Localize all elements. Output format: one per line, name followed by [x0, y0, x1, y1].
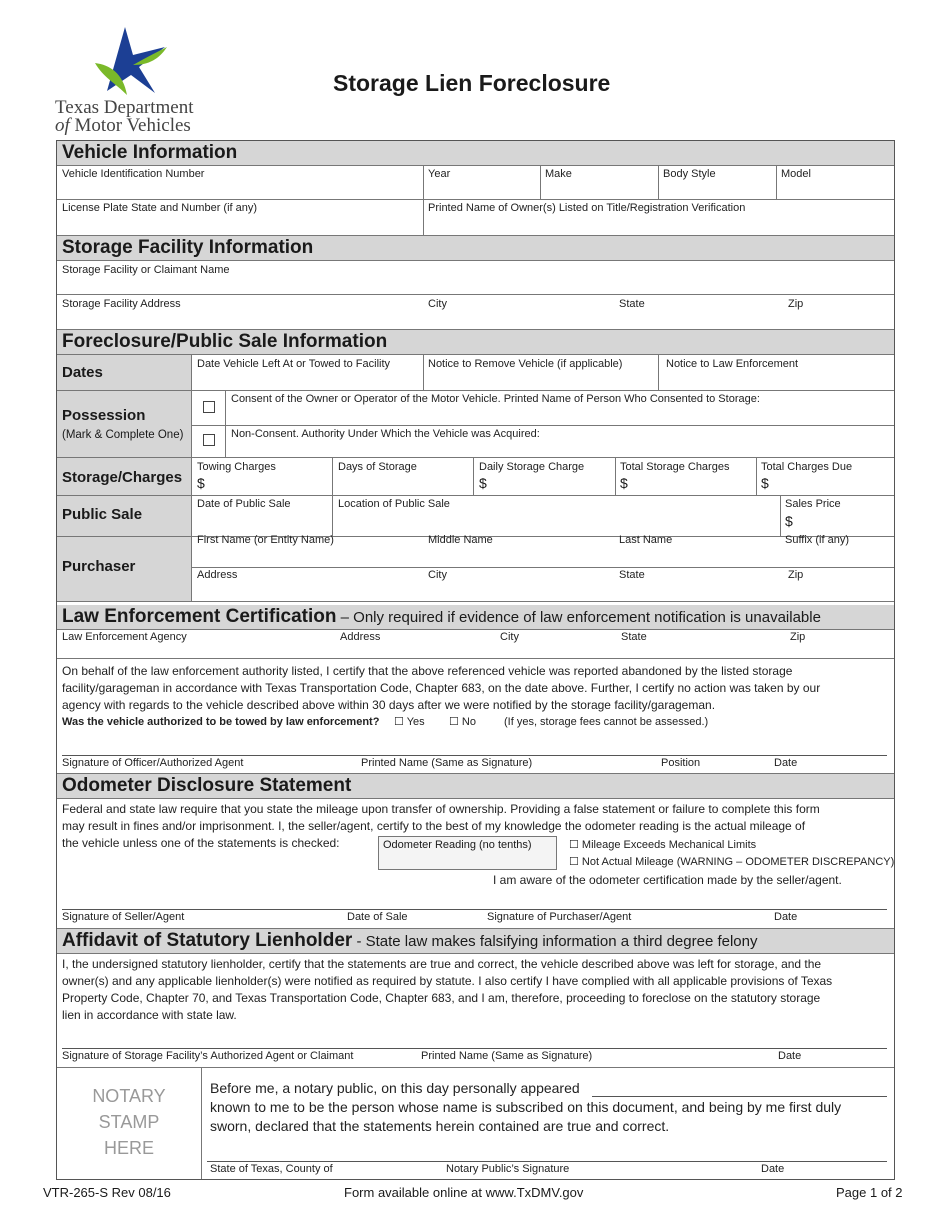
- label-affidavit-date[interactable]: Date: [778, 1050, 802, 1062]
- label-law-address[interactable]: Address: [340, 631, 381, 643]
- label-body-style[interactable]: Body Style: [663, 168, 716, 180]
- nonconsent-checkbox[interactable]: [203, 434, 215, 446]
- row-dates: Dates: [62, 364, 103, 381]
- label-total-due[interactable]: Total Charges Due: [761, 461, 853, 473]
- label-law-state[interactable]: State: [621, 631, 647, 643]
- label-notary-signature[interactable]: Notary Public’s Signature: [446, 1163, 570, 1175]
- law-question: Was the vehicle authorized to be towed by law enforcement?: [62, 716, 380, 728]
- label-owner[interactable]: Printed Name of Owner(s) Listed on Title/Registration Verification: [428, 202, 746, 214]
- row-storage-charges: Storage/Charges: [62, 469, 183, 486]
- label-nonconsent: Non-Consent. Authority Under Which the Vehicle was Acquired:: [231, 428, 540, 440]
- label-consent: Consent of the Owner or Operator of the Motor Vehicle. Printed Name of Person Who Consented to Storage:: [231, 393, 760, 405]
- label-law-printed[interactable]: Printed Name (Same as Signature): [361, 757, 533, 769]
- label-notary-county[interactable]: State of Texas, County of: [210, 1163, 333, 1175]
- label-facility-city[interactable]: City: [428, 298, 447, 310]
- odometer-exceeds-checkbox[interactable]: ☐ Mileage Exceeds Mechanical Limits: [569, 839, 757, 851]
- label-vin[interactable]: Vehicle Identification Number: [62, 168, 205, 180]
- law-note: (If yes, storage fees cannot be assessed.): [504, 716, 709, 728]
- footer-online: Form available online at www.TxDMV.gov: [344, 1185, 584, 1200]
- section-odometer: Odometer Disclosure Statement: [57, 774, 894, 798]
- page-title: Storage Lien Foreclosure: [333, 70, 611, 96]
- odometer-not-actual-checkbox[interactable]: ☐ Not Actual Mileage (WARNING – ODOMETER DISCREPANCY): [569, 856, 895, 868]
- label-facility-state[interactable]: State: [619, 298, 645, 310]
- label-purchaser-address[interactable]: Address: [197, 569, 238, 581]
- label-purchaser-state[interactable]: State: [619, 569, 645, 581]
- label-towing[interactable]: Towing Charges: [197, 461, 276, 473]
- label-date-sale[interactable]: Date of Public Sale: [197, 498, 291, 510]
- law-certification-text: On behalf of the law enforcement authority listed, I certify that the above referenced vehicle was reported abandoned by the listed storage facility/garageman in accordance with Texas Transportation Code, Chapter 683, on the date above. Further, I certify no action was taken by our agency with regards to the vehicle described above within 30 days after we were notified by the storage facility/garageman.: [62, 664, 821, 712]
- section-law-enforcement: Law Enforcement Certification – Only required if evidence of law enforcement notification is unavailable: [57, 605, 894, 629]
- footer-form-id: VTR-265-S Rev 08/16: [43, 1185, 171, 1200]
- law-yes-checkbox[interactable]: ☐ Yes: [394, 716, 425, 728]
- label-odometer-date[interactable]: Date: [774, 911, 798, 923]
- odometer-text: Federal and state law require that you state the mileage upon transfer of ownership. Providing a false statement or failure to complete this form may result in fines and/or imprisonment. I, the seller/agent, certify to the best of my knowledge the odometer reading is the actual mileage of the vehicle unless one of the statements is checked:: [62, 802, 820, 850]
- label-affidavit-printed[interactable]: Printed Name (Same as Signature): [421, 1050, 593, 1062]
- label-notice-remove[interactable]: Notice to Remove Vehicle (if applicable): [428, 358, 623, 370]
- label-sales-price[interactable]: Sales Price: [785, 498, 841, 510]
- label-law-position[interactable]: Position: [661, 757, 701, 769]
- footer-page: Page 1 of 2: [836, 1185, 903, 1200]
- label-plate[interactable]: License Plate State and Number (if any): [62, 202, 258, 214]
- label-notary-date[interactable]: Date: [761, 1163, 785, 1175]
- affidavit-text: I, the undersigned statutory lienholder, certify that the statements are true and correct, the vehicle described above was left for storage, and the owner(s) and any applicable lienholder(s) were notified as required by statute. I also certify I have complied with all applicable provisions of Texas Property Code, Chapter 70, and Texas Transportation Code, Chapter 683, and I am, therefore, proceeding to foreclose on the statutory storage lien in accordance with state law.: [62, 957, 833, 1022]
- label-law-city[interactable]: City: [500, 631, 519, 643]
- row-purchaser: Purchaser: [62, 558, 136, 575]
- logo-line-2: of Motor Vehicles: [55, 115, 191, 136]
- logo-line-1: Texas Department: [55, 97, 194, 118]
- label-suffix[interactable]: Suffix (if any): [785, 534, 849, 546]
- label-make[interactable]: Make: [545, 168, 572, 180]
- label-purchaser-signature[interactable]: Signature of Purchaser/Agent: [487, 911, 632, 923]
- row-possession-sub: (Mark & Complete One): [62, 429, 184, 441]
- label-first-name[interactable]: First Name (or Entity Name): [197, 534, 334, 546]
- label-daily[interactable]: Daily Storage Charge: [479, 461, 585, 473]
- section-vehicle-info: Vehicle Information: [57, 141, 894, 165]
- law-no-checkbox[interactable]: ☐ No: [449, 716, 476, 728]
- dollar-daily: $: [479, 475, 487, 491]
- label-purchaser-zip[interactable]: Zip: [788, 569, 804, 581]
- row-public-sale: Public Sale: [62, 506, 143, 523]
- label-notice-law[interactable]: Notice to Law Enforcement: [666, 358, 799, 370]
- section-storage-facility: Storage Facility Information: [57, 236, 894, 260]
- dollar-total-due: $: [761, 475, 769, 491]
- label-last-name[interactable]: Last Name: [619, 534, 673, 546]
- label-location-sale[interactable]: Location of Public Sale: [338, 498, 450, 510]
- notary-stamp-area: NOTARY STAMP HERE: [92, 1086, 166, 1158]
- star-logo-icon: [55, 25, 215, 97]
- odometer-reading-field[interactable]: Odometer Reading (no tenths): [378, 836, 557, 870]
- label-date-left[interactable]: Date Vehicle Left At or Towed to Facility: [197, 358, 391, 370]
- label-law-agency[interactable]: Law Enforcement Agency: [62, 631, 187, 643]
- label-model[interactable]: Model: [781, 168, 811, 180]
- label-facility-address[interactable]: Storage Facility Address: [62, 298, 181, 310]
- notary-appeared-field[interactable]: [592, 1096, 887, 1097]
- label-total-storage[interactable]: Total Storage Charges: [620, 461, 730, 473]
- label-law-zip[interactable]: Zip: [790, 631, 806, 643]
- form-body: [56, 140, 895, 1180]
- dollar-towing: $: [197, 475, 205, 491]
- notary-text: Before me, a notary public, on this day personally appeared known to me to be the person whose name is subscribed on this document, and being by me first duly sworn, declared that the statements herein contained are true and correct.: [210, 1080, 842, 1134]
- label-date-of-sale[interactable]: Date of Sale: [347, 911, 408, 923]
- txdmv-logo: [55, 25, 215, 137]
- label-law-date[interactable]: Date: [774, 757, 798, 769]
- dollar-sales-price: $: [785, 513, 793, 529]
- label-facility-zip[interactable]: Zip: [788, 298, 804, 310]
- label-year[interactable]: Year: [428, 168, 451, 180]
- label-middle-name[interactable]: Middle Name: [428, 534, 493, 546]
- odometer-aware-text: I am aware of the odometer certification made by the seller/agent.: [493, 873, 842, 887]
- label-facility-name[interactable]: Storage Facility or Claimant Name: [62, 264, 230, 276]
- consent-checkbox[interactable]: [203, 401, 215, 413]
- section-affidavit: Affidavit of Statutory Lienholder - State law makes falsifying information a third degree felony: [57, 929, 894, 953]
- dollar-total-storage: $: [620, 475, 628, 491]
- row-possession: Possession: [62, 407, 146, 424]
- label-days[interactable]: Days of Storage: [338, 461, 417, 473]
- section-foreclosure: Foreclosure/Public Sale Information: [57, 330, 894, 354]
- label-purchaser-city[interactable]: City: [428, 569, 447, 581]
- label-seller-signature[interactable]: Signature of Seller/Agent: [62, 911, 185, 923]
- label-law-signature[interactable]: Signature of Officer/Authorized Agent: [62, 757, 244, 769]
- label-affidavit-signature[interactable]: Signature of Storage Facility’s Authorized Agent or Claimant: [62, 1050, 354, 1062]
